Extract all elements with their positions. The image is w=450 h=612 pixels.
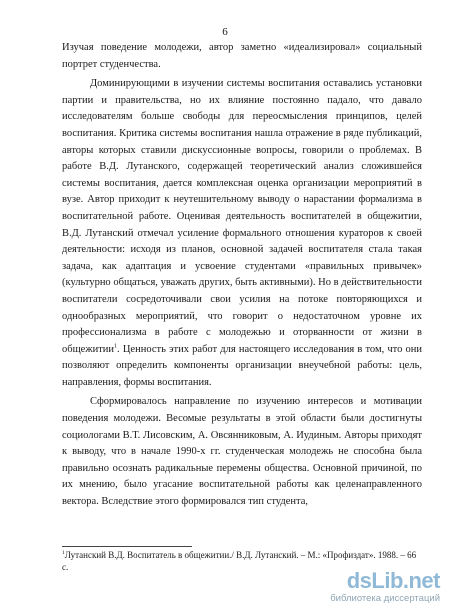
paragraph-1: Изучая поведение молодежи, автор заметно «идеализировал» социальный портрет студенчества.: [62, 42, 422, 70]
footnote-text: Лутанский В.Д. Воспитатель в общежитии./ В.Д. Лутанский. – М.: «Профиздат». 1988. – 66 с.: [62, 550, 417, 572]
footnote-divider: [62, 546, 192, 547]
watermark-caption: библиотека диссертаций: [330, 593, 440, 604]
watermark-logo: dsLib.net: [346, 568, 440, 593]
paragraph-3: Сформировалось направление по изучению интересов и мотивации поведения молодежи. Весомые результаты в этой области были достигнуты социологами В.Т. Лисовским, А. Овсянниковым, А. Иудиным. Авторы приходят к выводу, что в начале 1990-х гг. студенческая молодежь не способна была правильно осознать радикальные перемены общества. Основной причиной, по их мнению, было угасание воспитательной работы как целенаправленного вектора. Вследствие этого формировался тип студента,: [62, 396, 422, 508]
dslib-watermark: [314, 568, 444, 608]
footnote-marker: 1: [62, 550, 65, 556]
paragraph-2: Доминирующими в изучении системы воспитания оставались установки партии и правительства, но их влияние постоянно падало, что давало исследователям больше свободы для переосмысления принципов, целей воспитания. Критика системы воспитания нашла отражение в ряде публикаций, авторы которых ставили дискуссионные вопросы, говорили о проблемах. В работе В.Д. Лутанского, содержащей теоретический анализ сложившейся системы воспитания, дается комплексная оценка организации мероприятий в вузе. Автор приходит к неутешительному выводу о нарастании формализма в воспитательной работе. Оценивая деятельность воспитателей в общежитии, В.Д. Лутанский отмечал усиление формального отношения кураторов к своей деятельности: исходя из планов, основной задачей воспитателя стала такая задача, как адаптация и усвоение студентами «правильных привычек» (культурно общаться, уважать других, быть активными). Но в действительности воспитатели сосредоточивали свои усилия на потоке повторяющихся и однообразных мероприятий, что говорит о недостаточном уровне их профессионализма в работе с молодежью и оторванности от жизни в общежитии$^1$. Ценность этих работ для настоящего исследования в том, что они позволяют определить компоненты организации внеучебной работы: цель, направления, формы воспитания.: [62, 78, 423, 388]
document-body: [62, 40, 422, 511]
paragraph-2-continuation: Ценность этих работ для настоящего исследования в том, что они позволяют определить компоненты организации внеучебной работы: цель, направления, формы воспитания.: [62, 343, 423, 388]
page-number: 6: [222, 26, 228, 38]
paragraph-2-text: Доминирующими в изучении системы воспитания оставались установки партии и правительства, но их влияние постоянно падало, что давало исследователям больше свободы для переосмысления принципов, целей воспитания. Критика системы воспитания нашла отражение в ряде публикаций, авторы которых ставили дискуссионные вопросы, говорили о проблемах. В работе В.Д. Лутанского, содержащей теоретический анализ сложившейся системы воспитания, дается комплексная оценка организации мероприятий в вузе. Автор приходит к неутешительному выводу о нарастании формализма в воспитательной работе. Оценивая деятельность воспитателей в общежитии, В.Д. Лутанский отмечал усиление формального отношения кураторов к своей деятельности: исходя из планов, основной задачей воспитателя стала такая задача, как адаптация и усвоение студентами «правильных привычек» (культурно общаться, уважать других, быть активными). Но в действительности воспитатели сосредоточивали свои усилия на потоке повторяющихся и однообразных мероприятий, что говорит о недостаточном уровне их профессионализма в работе с молодежью и оторванности от жизни в общежитии: [62, 78, 422, 355]
footnote-reference: 1: [114, 343, 118, 350]
